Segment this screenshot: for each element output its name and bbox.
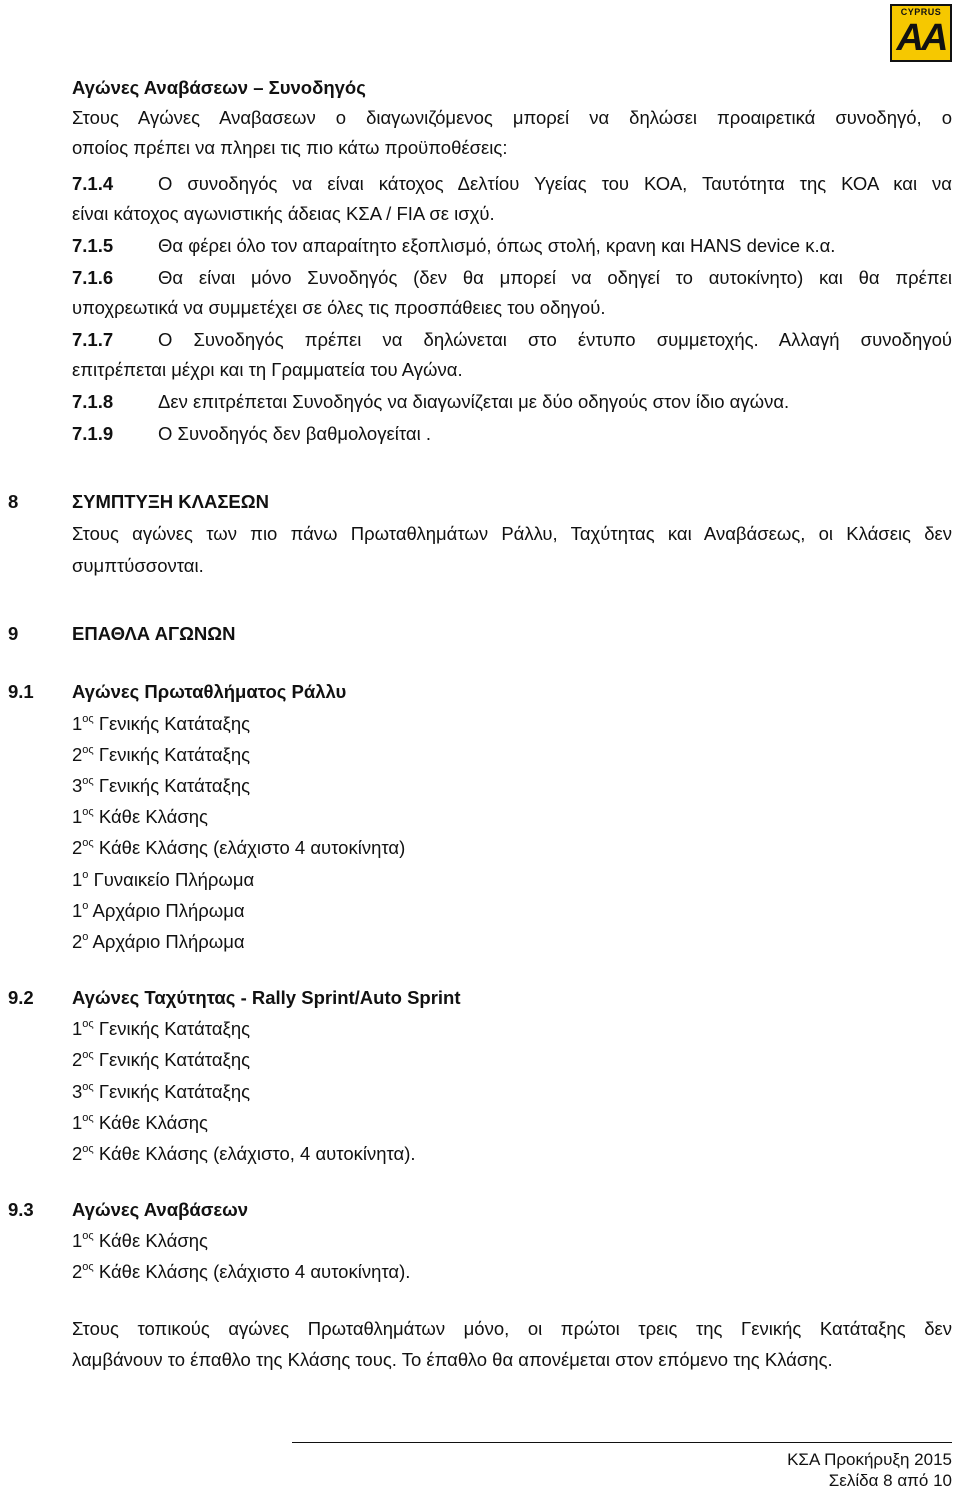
section-9-title: ΕΠΑΘΛΑ ΑΓΩΝΩΝ bbox=[72, 623, 236, 644]
prize-rank: 3 bbox=[72, 1081, 83, 1102]
prize-rank-suffix: ος bbox=[82, 806, 94, 818]
prize-text: Αρχάριο Πλήρωμα bbox=[92, 931, 245, 952]
section-9-number: 9 bbox=[8, 623, 19, 644]
subsection-9-1-number: 9.1 bbox=[8, 681, 34, 702]
prize-rank: 2 bbox=[72, 1261, 83, 1282]
prize-text: Κάθε Κλάσης (ελάχιστο 4 αυτοκίνητα) bbox=[98, 837, 406, 858]
prize-rank-suffix: ος bbox=[82, 1049, 94, 1061]
prize-text: Κάθε Κλάσης bbox=[98, 1112, 208, 1133]
item-number: 7.1.7 bbox=[72, 329, 114, 350]
prize-text: Γενικής Κατάταξης bbox=[98, 1081, 251, 1102]
section-title-co-driver: Αγώνες Αναβάσεων – Συνοδηγός bbox=[72, 77, 366, 98]
prize-rank-suffix: ος bbox=[82, 1112, 94, 1124]
prize-rank-suffix: ος bbox=[82, 1081, 94, 1093]
item-text-line2: υποχρεωτικά να συμμετέχει σε όλες τις προσπάθειες του οδηγού. bbox=[72, 297, 606, 318]
prize-item bbox=[72, 712, 250, 736]
prize-item bbox=[72, 774, 250, 798]
prize-item bbox=[72, 1229, 208, 1253]
prize-rank-suffix: ος bbox=[82, 744, 94, 756]
prize-text: Γενικής Κατάταξης bbox=[98, 1018, 251, 1039]
subsection-9-3-number: 9.3 bbox=[8, 1199, 34, 1220]
prize-rank-suffix: ος bbox=[82, 1230, 94, 1242]
item-text-line1: Θα είναι μόνο Συνοδηγός (δεν θα μπορεί να οδηγεί το αυτοκίνητο) και θα πρέπει bbox=[158, 267, 952, 288]
prize-item bbox=[72, 836, 405, 860]
prize-text: Αρχάριο Πλήρωμα bbox=[92, 900, 245, 921]
section-8-line1: Στους αγώνες των πιο πάνω Πρωταθλημάτων Ράλλυ, Ταχύτητας και Αναβάσεως, οι Κλάσεις δεν bbox=[72, 523, 952, 544]
item-text-line1: Ο Συνοδηγός δεν βαθμολογείται . bbox=[158, 423, 431, 444]
closing-paragraph-line2: λαμβάνουν το έπαθλο της Κλάσης τους. Το έπαθλο θα απονέμεται στον επόμενο της Κλάσης. bbox=[72, 1349, 833, 1370]
prize-rank-suffix: ο bbox=[82, 900, 89, 912]
prize-text: Γυναικείο Πλήρωμα bbox=[93, 869, 255, 890]
prize-rank-suffix: ο bbox=[82, 869, 89, 881]
prize-text: Γενικής Κατάταξης bbox=[98, 744, 251, 765]
cyprus-aa-logo bbox=[890, 4, 952, 62]
prize-rank: 1 bbox=[72, 1018, 83, 1039]
item-text-line1: Θα φέρει όλο τον απαραίτητο εξοπλισμό, όπως στολή, κρανη και HANS device κ.α. bbox=[158, 235, 836, 256]
prize-rank: 2 bbox=[72, 1143, 83, 1164]
prize-text: Γενικής Κατάταξης bbox=[98, 775, 251, 796]
item-text-line1: Δεν επιτρέπεται Συνοδηγός να διαγωνίζεται με δύο οδηγούς στον ίδιο αγώνα. bbox=[158, 391, 790, 412]
prize-rank: 1 bbox=[72, 1112, 83, 1133]
item-number: 7.1.5 bbox=[72, 235, 114, 256]
item-number: 7.1.4 bbox=[72, 173, 114, 194]
prize-rank: 1 bbox=[72, 869, 83, 890]
item-number: 7.1.8 bbox=[72, 391, 114, 412]
footer-divider bbox=[292, 1442, 952, 1443]
prize-rank-suffix: ος bbox=[82, 1261, 94, 1273]
prize-rank: 1 bbox=[72, 713, 83, 734]
prize-rank: 1 bbox=[72, 1230, 83, 1251]
subsection-9-3-title: Αγώνες Αναβάσεων bbox=[72, 1199, 249, 1220]
prize-item bbox=[72, 1048, 250, 1072]
prize-rank-suffix: ος bbox=[82, 713, 94, 725]
prize-rank: 1 bbox=[72, 900, 83, 921]
co-driver-intro-line2: οποίος πρέπει να πληρει τις πιο κάτω προϋποθέσεις: bbox=[72, 137, 508, 158]
prize-rank: 1 bbox=[72, 806, 83, 827]
co-driver-intro-line1: Στους Αγώνες Αναβασεων ο διαγωνιζόμενος μπορεί να δηλώσει προαιρετικά συνοδηγό, ο bbox=[72, 107, 952, 128]
item-text-line1: Ο συνοδηγός να είναι κάτοχος Δελτίου Υγείας του ΚΟΑ, Ταυτότητα της ΚΟΑ και να bbox=[158, 173, 952, 194]
prize-item bbox=[72, 1142, 416, 1166]
prize-text: Κάθε Κλάσης bbox=[98, 806, 208, 827]
prize-text: Γενικής Κατάταξης bbox=[98, 713, 251, 734]
prize-rank: 2 bbox=[72, 931, 83, 952]
item-text-line1: Ο Συνοδηγός πρέπει να δηλώνεται στο έντυπο συμμετοχής. Αλλαγή συνοδηγού bbox=[158, 329, 952, 350]
prize-item bbox=[72, 1111, 208, 1135]
prize-rank: 2 bbox=[72, 744, 83, 765]
prize-item bbox=[72, 1080, 250, 1104]
prize-item bbox=[72, 930, 245, 954]
prize-item bbox=[72, 899, 245, 923]
section-8-title: ΣΥΜΠΤΥΞΗ ΚΛΑΣΕΩΝ bbox=[72, 491, 269, 512]
item-number: 7.1.6 bbox=[72, 267, 114, 288]
prize-item bbox=[72, 1260, 410, 1284]
prize-rank-suffix: ος bbox=[82, 775, 94, 787]
prize-rank: 3 bbox=[72, 775, 83, 796]
prize-text: Κάθε Κλάσης (ελάχιστο, 4 αυτοκίνητα). bbox=[98, 1143, 416, 1164]
closing-paragraph-line1: Στους τοπικούς αγώνες Πρωταθλημάτων μόνο, οι πρώτοι τρεις της Γενικής Κατάταξης δεν bbox=[72, 1318, 952, 1339]
footer-page-number: Σελίδα 8 από 10 bbox=[828, 1471, 952, 1490]
section-8-number: 8 bbox=[8, 491, 19, 512]
prize-item bbox=[72, 1017, 250, 1041]
item-text-line2: είναι κάτοχος αγωνιστικής άδειας ΚΣΑ / FIA σε ισχύ. bbox=[72, 203, 495, 224]
logo-brand-text: CYPRUS bbox=[900, 7, 942, 17]
logo-mark-text: AA bbox=[896, 17, 946, 59]
prize-rank: 2 bbox=[72, 1049, 83, 1070]
footer-document-title: ΚΣΑ Προκήρυξη 2015 bbox=[787, 1450, 952, 1469]
prize-item bbox=[72, 868, 254, 892]
subsection-9-2-title: Αγώνες Ταχύτητας - Rally Sprint/Auto Sprint bbox=[72, 987, 461, 1008]
subsection-9-2-number: 9.2 bbox=[8, 987, 34, 1008]
prize-text: Κάθε Κλάσης (ελάχιστο 4 αυτοκίνητα). bbox=[98, 1261, 411, 1282]
prize-item bbox=[72, 805, 208, 829]
item-number: 7.1.9 bbox=[72, 423, 114, 444]
prize-rank-suffix: ος bbox=[82, 1018, 94, 1030]
prize-rank-suffix: ο bbox=[82, 931, 89, 943]
section-8-line2: συμπτύσσονται. bbox=[72, 555, 204, 576]
prize-rank: 2 bbox=[72, 837, 83, 858]
subsection-9-1-title: Αγώνες Πρωταθλήματος Ράλλυ bbox=[72, 681, 347, 702]
prize-item bbox=[72, 743, 250, 767]
prize-rank-suffix: ος bbox=[82, 837, 94, 849]
prize-text: Γενικής Κατάταξης bbox=[98, 1049, 251, 1070]
prize-rank-suffix: ος bbox=[82, 1143, 94, 1155]
prize-text: Κάθε Κλάσης bbox=[98, 1230, 208, 1251]
item-text-line2: επιτρέπεται μέχρι και τη Γραμματεία του Αγώνα. bbox=[72, 359, 463, 380]
